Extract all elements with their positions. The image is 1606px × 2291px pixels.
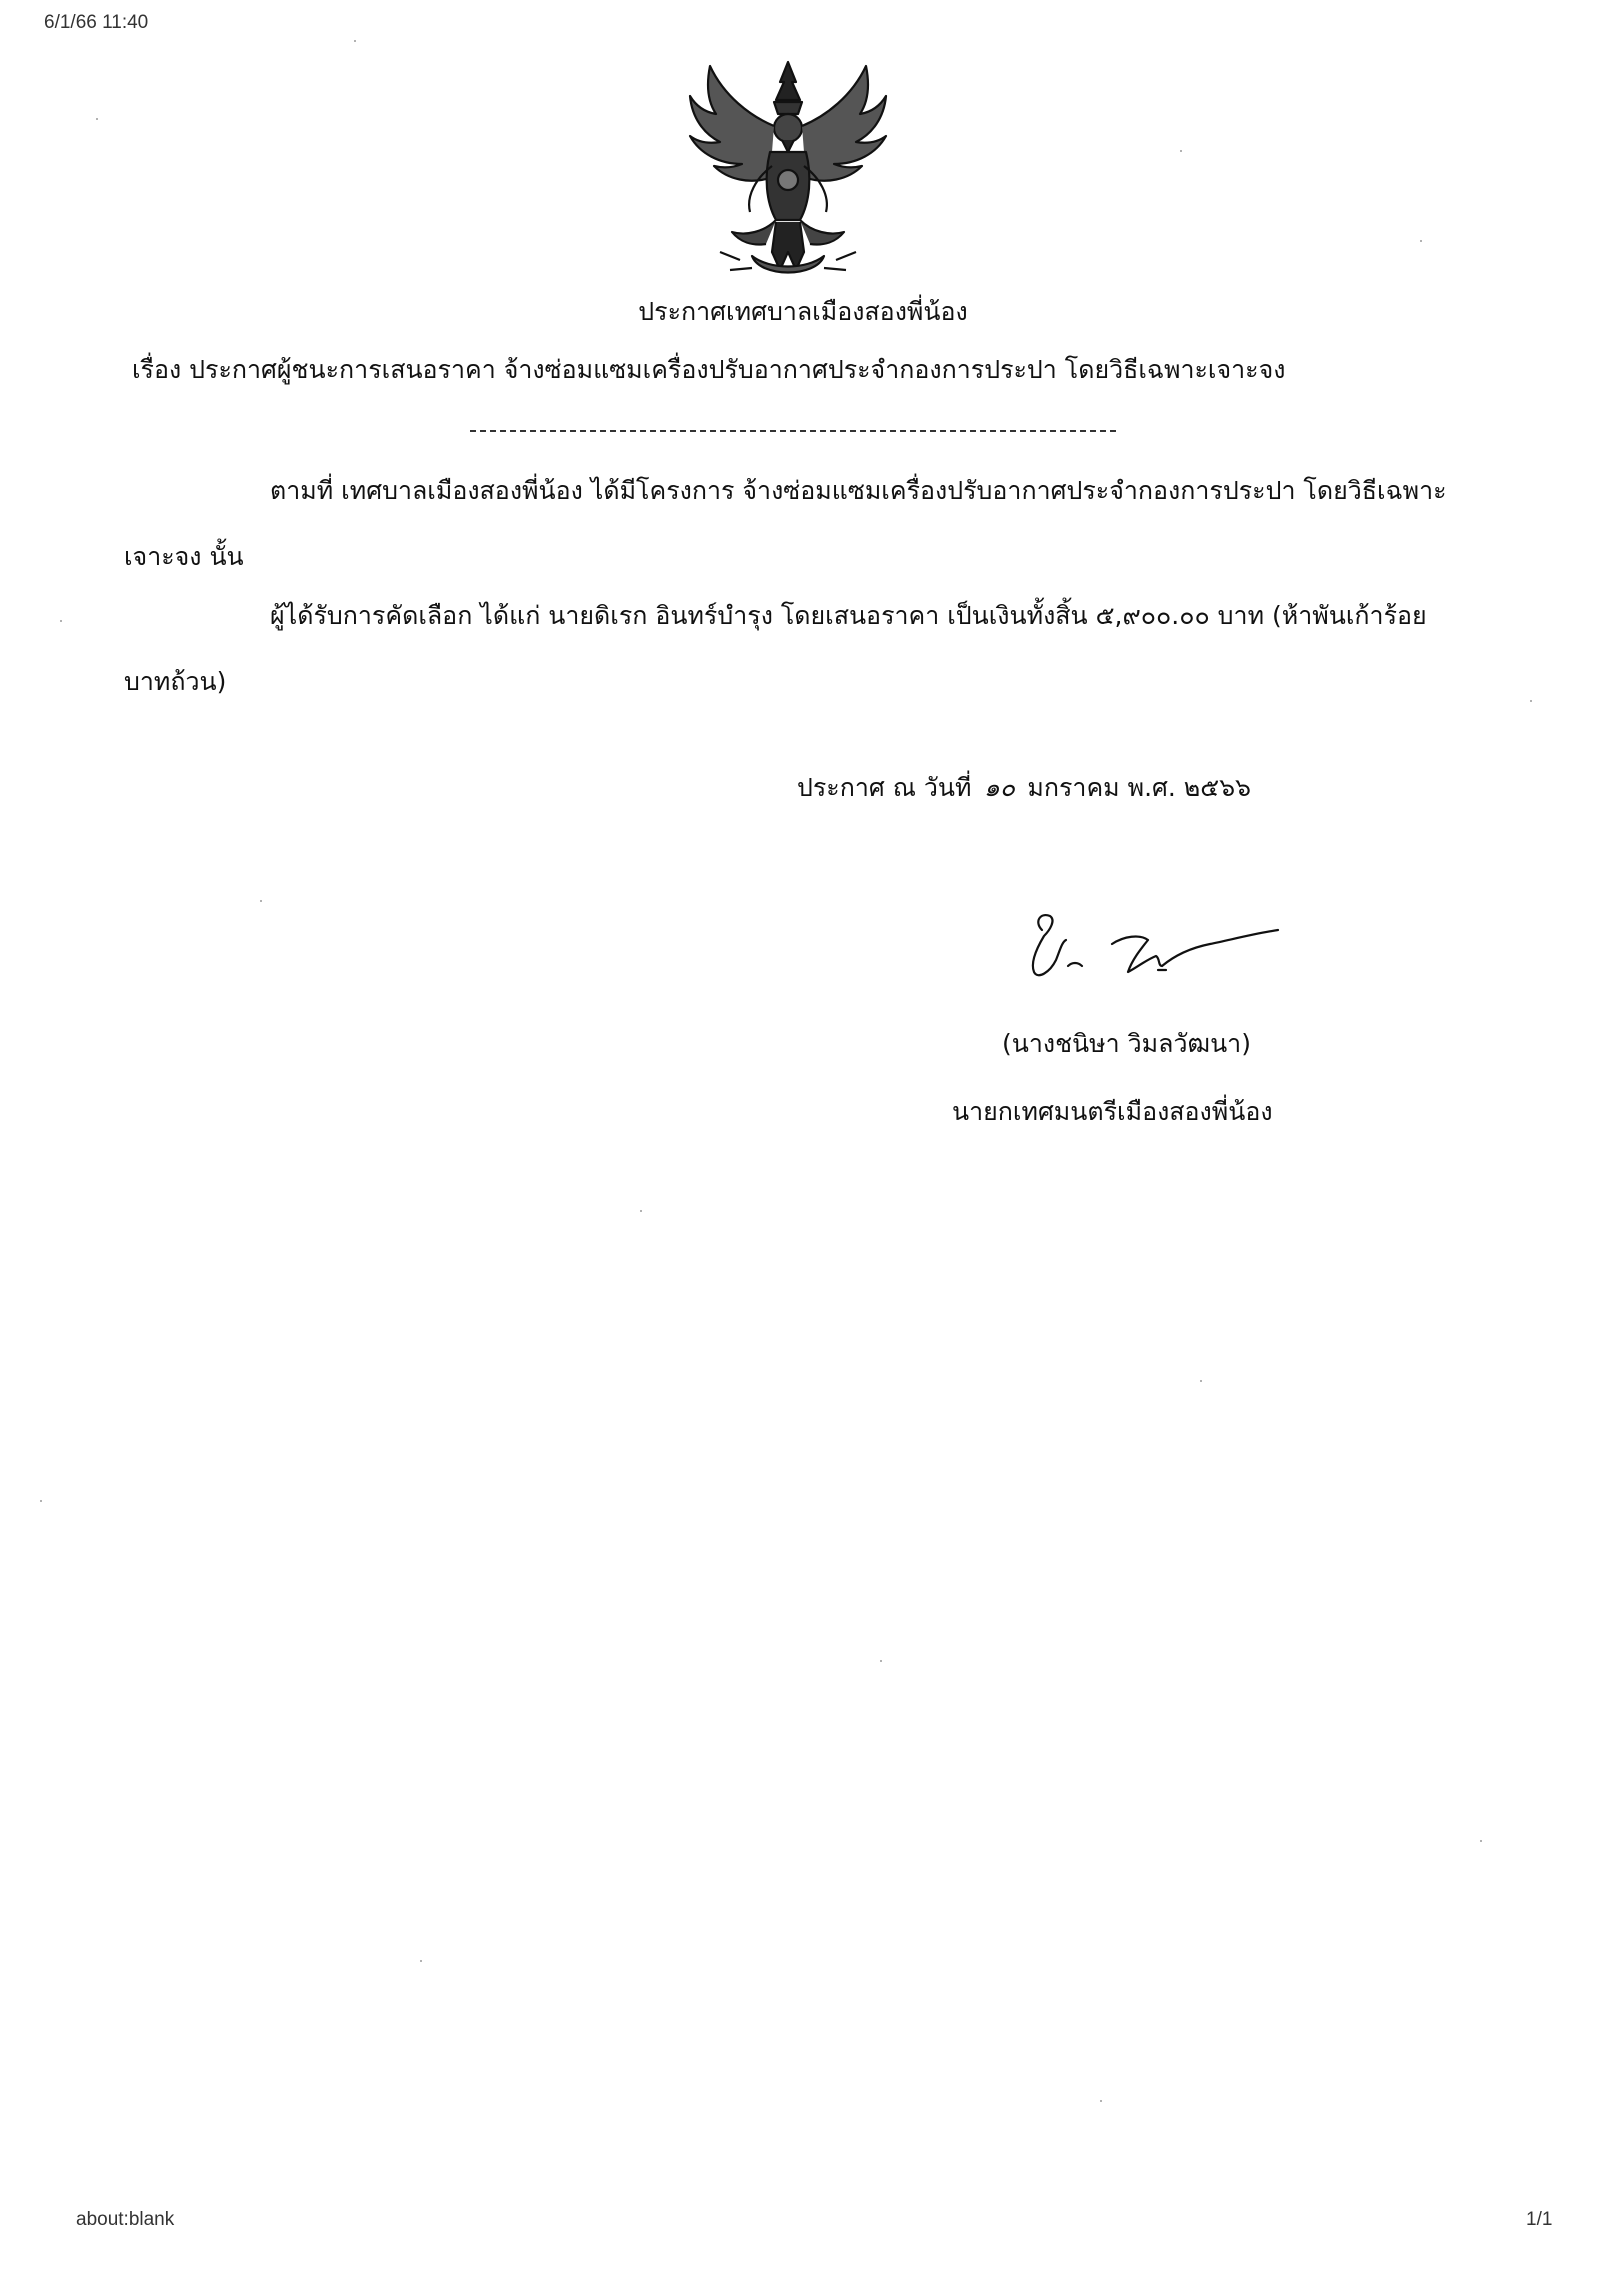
announce-month-year: มกราคม พ.ศ. ๒๕๖๖ [1027,773,1251,802]
scan-speck [880,1660,882,1662]
paragraph-project [124,458,1450,590]
announcement-date [797,768,1251,808]
signatory-position: นายกเทศมนตรีเมืองสองพี่น้อง [952,1097,1273,1126]
paragraph-winner-text: ผู้ได้รับการคัดเลือก ได้แก่ นายดิเรก อินทร์บำรุง โดยเสนอราคา เป็นเงินทั้งสิ้น ๕,๙๐๐.๐๐ บาท (ห้าพันเก้าร้อยบาทถ้วน) [124,601,1427,696]
print-url: about:blank [76,2209,175,2230]
paragraph-winner [124,583,1450,715]
title-divider [470,430,1116,432]
scan-speck [96,118,98,120]
scan-speck [1100,2100,1102,2102]
scan-speck [260,900,262,902]
scan-speck [60,620,62,622]
document-subject: เรื่อง ประกาศผู้ชนะการเสนอราคา จ้างซ่อมแซมเครื่องปรับอากาศประจำกองการประปา โดยวิธีเฉพาะเจาะจง [132,355,1286,384]
scan-speck [1480,1840,1482,1842]
document-title: ประกาศเทศบาลเมืองสองพี่น้อง [638,297,968,326]
paragraph-project-text: ตามที่ เทศบาลเมืองสองพี่น้อง ได้มีโครงการ จ้างซ่อมแซมเครื่องปรับอากาศประจำกองการประปา โดยวิธีเฉพาะเจาะจง นั้น [124,476,1447,571]
scan-speck [640,1210,642,1212]
scan-speck [1530,700,1532,702]
announce-day: ๑๐ [983,773,1015,802]
handwritten-signature [1020,900,1300,1000]
garuda-emblem-icon [680,56,896,288]
scan-speck [1200,1380,1202,1382]
scan-speck [1420,240,1422,242]
print-datetime: 6/1/66 11:40 [44,12,149,33]
scan-speck [354,40,356,42]
announce-prefix: ประกาศ ณ วันที่ [797,773,972,802]
scan-speck [1180,150,1182,152]
page-number: 1/1 [1526,2209,1553,2230]
signatory-name: (นางชนิษา วิมลวัฒนา) [1002,1029,1251,1058]
scan-speck [420,1960,422,1962]
scan-speck [40,1500,42,1502]
